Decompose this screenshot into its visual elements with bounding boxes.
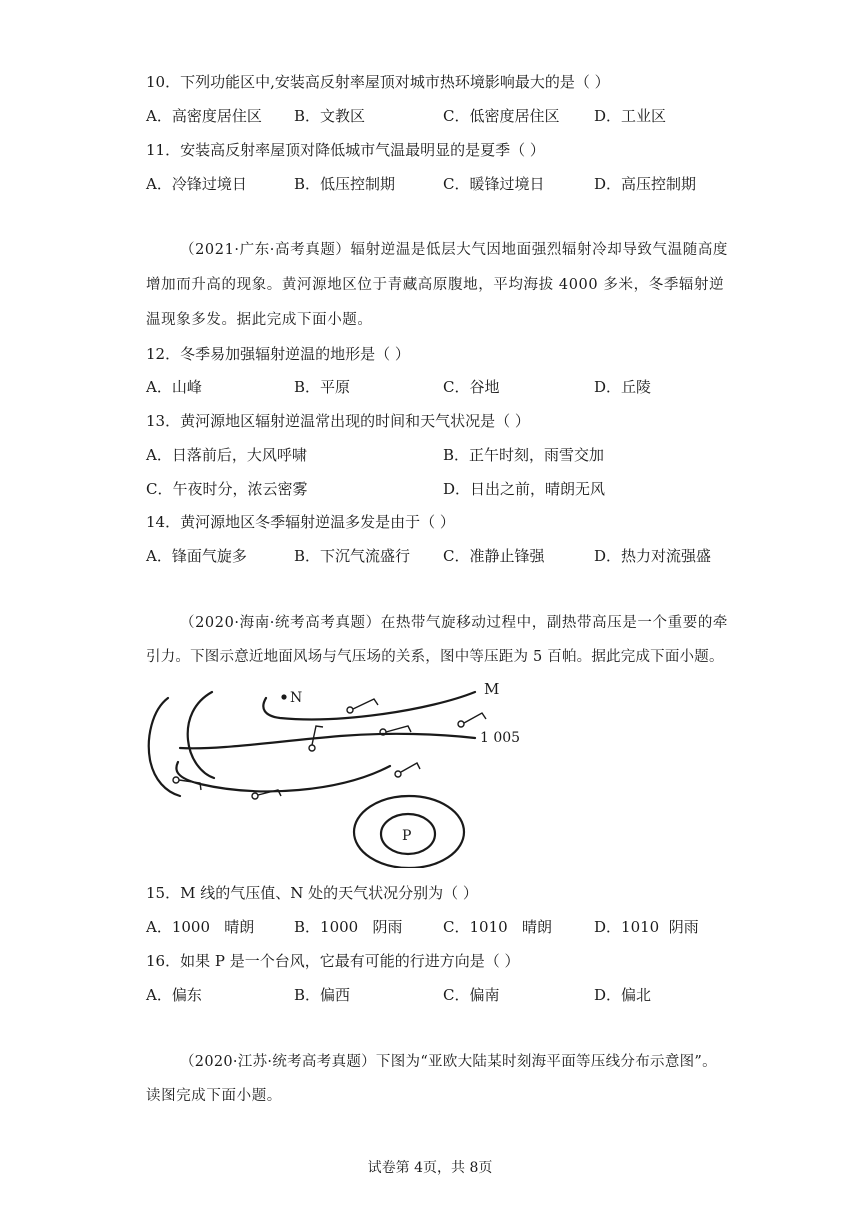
wind-barb-2 (458, 713, 486, 727)
question-13-stem: 13．黄河源地区辐射逆温常出现的时间和天气状况是（ ） (146, 412, 530, 430)
question-12-stem: 12．冬季易加强辐射逆温的地形是（ ） (146, 345, 410, 363)
isobar-inner-arc (188, 692, 214, 778)
q12-option-d: D．丘陵 (594, 378, 652, 396)
q12-option-a: A．山峰 (146, 378, 202, 396)
q11-option-a: A．冷锋过境日 (146, 175, 247, 193)
context-2021-guangdong-line3: 温现象多发。据此完成下面小题。 (146, 312, 373, 328)
q13-option-b: B．正午时刻，雨雪交加 (443, 446, 605, 464)
question-15-stem: 15．M 线的气压值、N 处的天气状况分别为（ ） (146, 884, 478, 902)
q15-option-a: A．1000 晴朗 (146, 918, 255, 936)
q13-option-a: A．日落前后，大风呼啸 (146, 446, 307, 464)
q14-option-d: D．热力对流强盛 (594, 547, 712, 565)
q11-option-b: B．低压控制期 (294, 175, 396, 193)
q10-option-c: C．低密度居住区 (443, 107, 560, 125)
isobar-outer-arc (149, 698, 180, 796)
q13-option-d: D．日出之前，晴朗无风 (443, 480, 606, 498)
q10-option-a: A．高密度居住区 (146, 107, 262, 125)
context-2020-jiangsu-line1: （2020·江苏·统考高考真题）下图为“亚欧大陆某时刻海平面等压线分布示意图”。 (180, 1054, 717, 1070)
context-2020-jiangsu-line2: 读图完成下面小题。 (146, 1088, 282, 1104)
isobar-1005-line (180, 734, 475, 748)
q14-option-b: B．下沉气流盛行 (294, 547, 411, 565)
n-point-marker (281, 694, 286, 699)
label-m: M (484, 680, 500, 698)
question-11-stem: 11．安装高反射率屋顶对降低城市气温最明显的是夏季（ ） (146, 141, 545, 159)
label-n: N (290, 690, 303, 706)
label-1005: 1 005 (480, 730, 521, 746)
q15-option-c: C．1010 晴朗 (443, 918, 552, 936)
q12-option-c: C．谷地 (443, 378, 500, 396)
q10-option-d: D．工业区 (594, 107, 667, 125)
q14-option-a: A．锋面气旋多 (146, 547, 247, 565)
q12-option-b: B．平原 (294, 378, 351, 396)
context-2021-guangdong-line1: （2021·广东·高考真题）辐射逆温是低层大气因地面强烈辐射冷却导致气温随高度 (180, 242, 729, 258)
question-10-stem: 10．下列功能区中,安装高反射率屋顶对城市热环境影响最大的是（ ） (146, 73, 610, 91)
q15-option-d: D．1010 阴雨 (594, 918, 699, 936)
context-2020-hainan-line1: （2020·海南·统考高考真题）在热带气旋移动过程中，副热带高压是一个重要的牵 (180, 615, 729, 631)
question-16-stem: 16．如果 P 是一个台风，它最有可能的行进方向是（ ） (146, 952, 520, 970)
q14-option-c: C．准静止锋强 (443, 547, 545, 565)
q11-option-c: C．暖锋过境日 (443, 175, 545, 193)
label-p: P (402, 828, 412, 844)
wind-barb-7 (395, 763, 420, 777)
page-footer: 试卷第 4页，共 8页 (367, 1160, 493, 1176)
q11-option-d: D．高压控制期 (594, 175, 697, 193)
q16-option-b: B．偏西 (294, 986, 351, 1004)
question-14-stem: 14．黄河源地区冬季辐射逆温多发是由于（ ） (146, 513, 455, 531)
isobar-wind-diagram (140, 680, 540, 868)
wind-barb-1 (347, 699, 378, 713)
q16-option-d: D．偏北 (594, 986, 652, 1004)
q16-option-c: C．偏南 (443, 986, 500, 1004)
q15-option-b: B．1000 阴雨 (294, 918, 403, 936)
q10-option-b: B．文教区 (294, 107, 366, 125)
context-2021-guangdong-line2: 增加而升高的现象。黄河源地区位于青藏高原腹地，平均海拔 4000 多米，冬季辐射逆 (146, 277, 725, 293)
q16-option-a: A．偏东 (146, 986, 202, 1004)
context-2020-hainan-line2: 引力。下图示意近地面风场与气压场的关系，图中等压距为 5 百帕。据此完成下面小题。 (146, 649, 724, 665)
q13-option-c: C．午夜时分，浓云密雾 (146, 480, 308, 498)
